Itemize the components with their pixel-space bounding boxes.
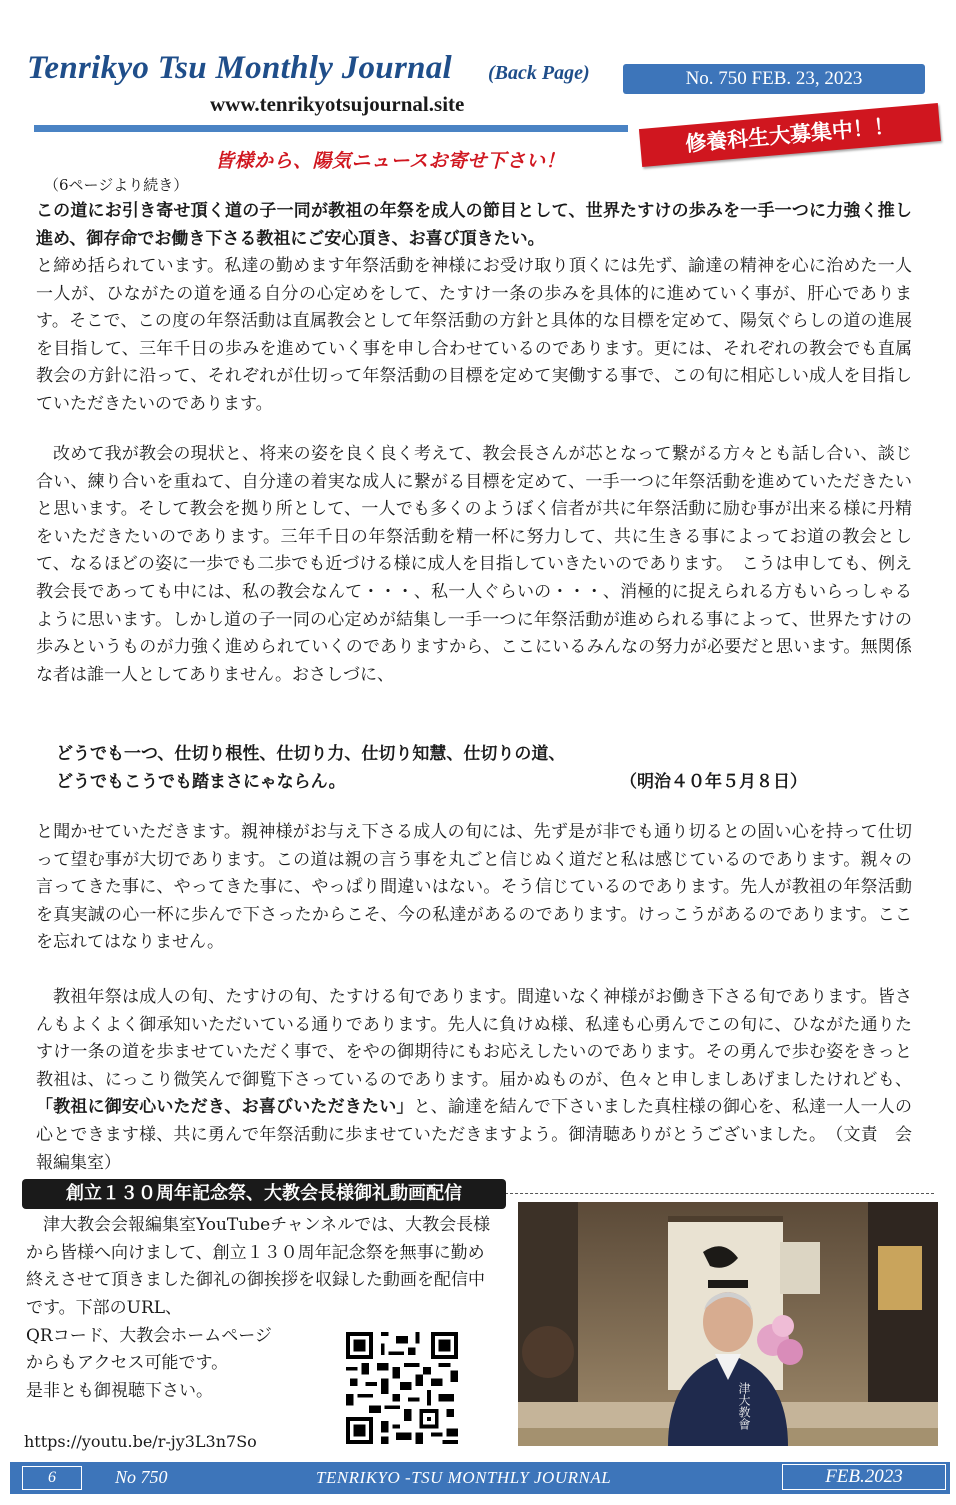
- header-divider: [34, 125, 628, 132]
- paragraph-2: 改めて我が教会の現状と、将来の姿を良く良く考えて、教会長さんが芯となって繋がる方々とも話し合い、談じ合い、練り合いを重ねて、自分達の着実な成人に繋がる目標を定めて、一手一つに年祭活動を進めていただきたいと思います。そして教会を拠り所として、一人でも多くのようぼく信者が共に年祭活動に励む事が出来る様に丹精をいただきたいのであります。三年千日の年祭活動を精一杯に努力して、共に生きる事によってお道の教会として、なるほどの姿に一歩でも二歩でも近づける様に成人を目指していきたいのであります。 こうは申しても、例え教会長であっても中には、私の教会なんて・・・、私一人ぐらいの・・・、消極的に捉えられる方もいらっしゃるように思います。しかし道の子一同の心定めが結集し一手一つに年祭活動が進められる事によって、世界たすけの歩みというものが力強く進められていくのでありますから、ここにいるみんなの努力が必要だと思います。無関係な者は誰一人としてありません。おさしづに、: [36, 444, 912, 685]
- paragraph-4-quote: 「教祖に御安心いただき、お喜びいただきたい」: [36, 1097, 414, 1118]
- youtube-url[interactable]: https://youtu.be/r-jy3L3n7So: [24, 1432, 257, 1451]
- news-call-heading: 皆様から、陽気ニュースお寄せ下さい！: [215, 150, 566, 172]
- recruit-banner: 修養科生大募集中！！: [639, 103, 941, 167]
- video-section-text: 津大教会会報編集室YouTubeチャンネルでは、大教会長様から皆様へ向けまして、創立１３０周年記念祭を無事に勤め終えさせて頂きました御礼の御挨拶を収録した動画を配信中です。下部のURL、: [26, 1215, 491, 1318]
- osashizu-quote-line-1: どうでも一つ、仕切り根性、仕切り力、仕切り知慧、仕切りの道、: [56, 744, 566, 764]
- journal-title: Tenrikyo Tsu Monthly Journal: [27, 50, 453, 86]
- paragraph-4-text-a: 教祖年祭は成人の旬、たすけの旬、たすける旬であります。間違いなく神様がお働き下さる旬であります。皆さんもよくよく御承知いただいている通りであります。先人に負けぬ様、私達も心勇んでこの旬に、ひながた通りたすけ一条の道を歩ませていただく事で、をやの御期待にもお応えしたいのであります。その勇んで歩む姿をきっと教祖は、にっこり微笑んで御覧下さっているのであります。届かぬものが、色々と申しましあげましたけれども、: [36, 987, 912, 1090]
- video-section-title: 創立１３０周年記念祭、大教会長様御礼動画配信: [22, 1179, 506, 1209]
- paragraph-1: と締め括られています。私達の勤めます年祭活動を神様にお受け取り頂くには先ず、諭達の精神を心に治めた一人一人が、ひながたの道を通る自分の心定めをして、たすけ一条の歩みを具体的に進めていく事が、肝心であります。そこで、この度の年祭活動は直属教会として年祭活動の方針と具体的な目標を定めて、陽気ぐらしの道の進展を目指して、三年千日の歩みを進めていく事を申し合わせているのであります。更には、それぞれの教会でも直属教会の方針に沿って、それぞれが仕切って年祭活動の目標を定めて実働する事で、この旬に相応しい成人を目指していただきたいのであります。: [36, 256, 912, 414]
- footer-date: FEB.2023: [782, 1464, 946, 1490]
- footer-issue-number: No 750: [115, 1467, 168, 1487]
- paragraph-3: と聞かせていただきます。親神様がお与え下さる成人の旬には、先ず是が非でも通り切るとの固い心を持って仕切って望む事が大切であります。この道は親の言う事を丸ごと信じぬく道だと私は感じているのであります。親々の言ってきた事に、やってきた事に、やっぱり間違いはない。そう信じているのであります。先人が教祖の年祭活動を真実誠の心一杯に歩んで下さったからこそ、今の私達があるのであります。けっこうがあるのであります。ここを忘れてはなりません。: [36, 822, 912, 953]
- paragraph-4-text-b: と、諭達を結んで下さいました真柱様の御心を、私達一人一人の心とできます様、共に勇んで年祭活動に歩ませていただきますよう。御清聴ありがとうございました。 （文責 会報編集室）: [36, 1097, 912, 1173]
- issue-badge: No. 750 FEB. 23, 2023: [623, 64, 925, 94]
- lead-paragraph: この道にお引き寄せ頂く道の子一同が教祖の年祭を成人の節目として、世界たすけの歩みを一手一つに力強く推し進め、御存命でお働き下さる教祖にご安心頂き、お喜び頂きたい。: [36, 201, 912, 249]
- page-footer: [10, 1462, 950, 1494]
- footer-journal-name: TENRIKYO -TSU MONTHLY JOURNAL: [316, 1468, 612, 1487]
- video-section-text-line7: 是非とも御視聴下さい。: [26, 1381, 213, 1401]
- photo-uniform-text: 津大教會: [737, 1382, 751, 1430]
- qr-code[interactable]: [346, 1332, 458, 1444]
- page-label: (Back Page): [488, 62, 590, 84]
- section-divider: [500, 1193, 934, 1194]
- osashizu-quote-line-2: どうでもこうでも踏まさにゃならん。: [56, 772, 346, 792]
- website-link[interactable]: www.tenrikyotsujournal.site: [210, 92, 465, 116]
- paragraph-4: [36, 984, 912, 1177]
- chairman-photo: [518, 1202, 938, 1446]
- quote-date: （明治４０年５月８日）: [620, 772, 807, 792]
- video-section-text-line5: QRコード、大教会ホームページ: [26, 1326, 272, 1346]
- continued-note: （6ページより続き）: [44, 176, 189, 194]
- video-section-text-line6: からもアクセス可能です。: [26, 1353, 229, 1373]
- footer-page-number: 6: [22, 1466, 82, 1490]
